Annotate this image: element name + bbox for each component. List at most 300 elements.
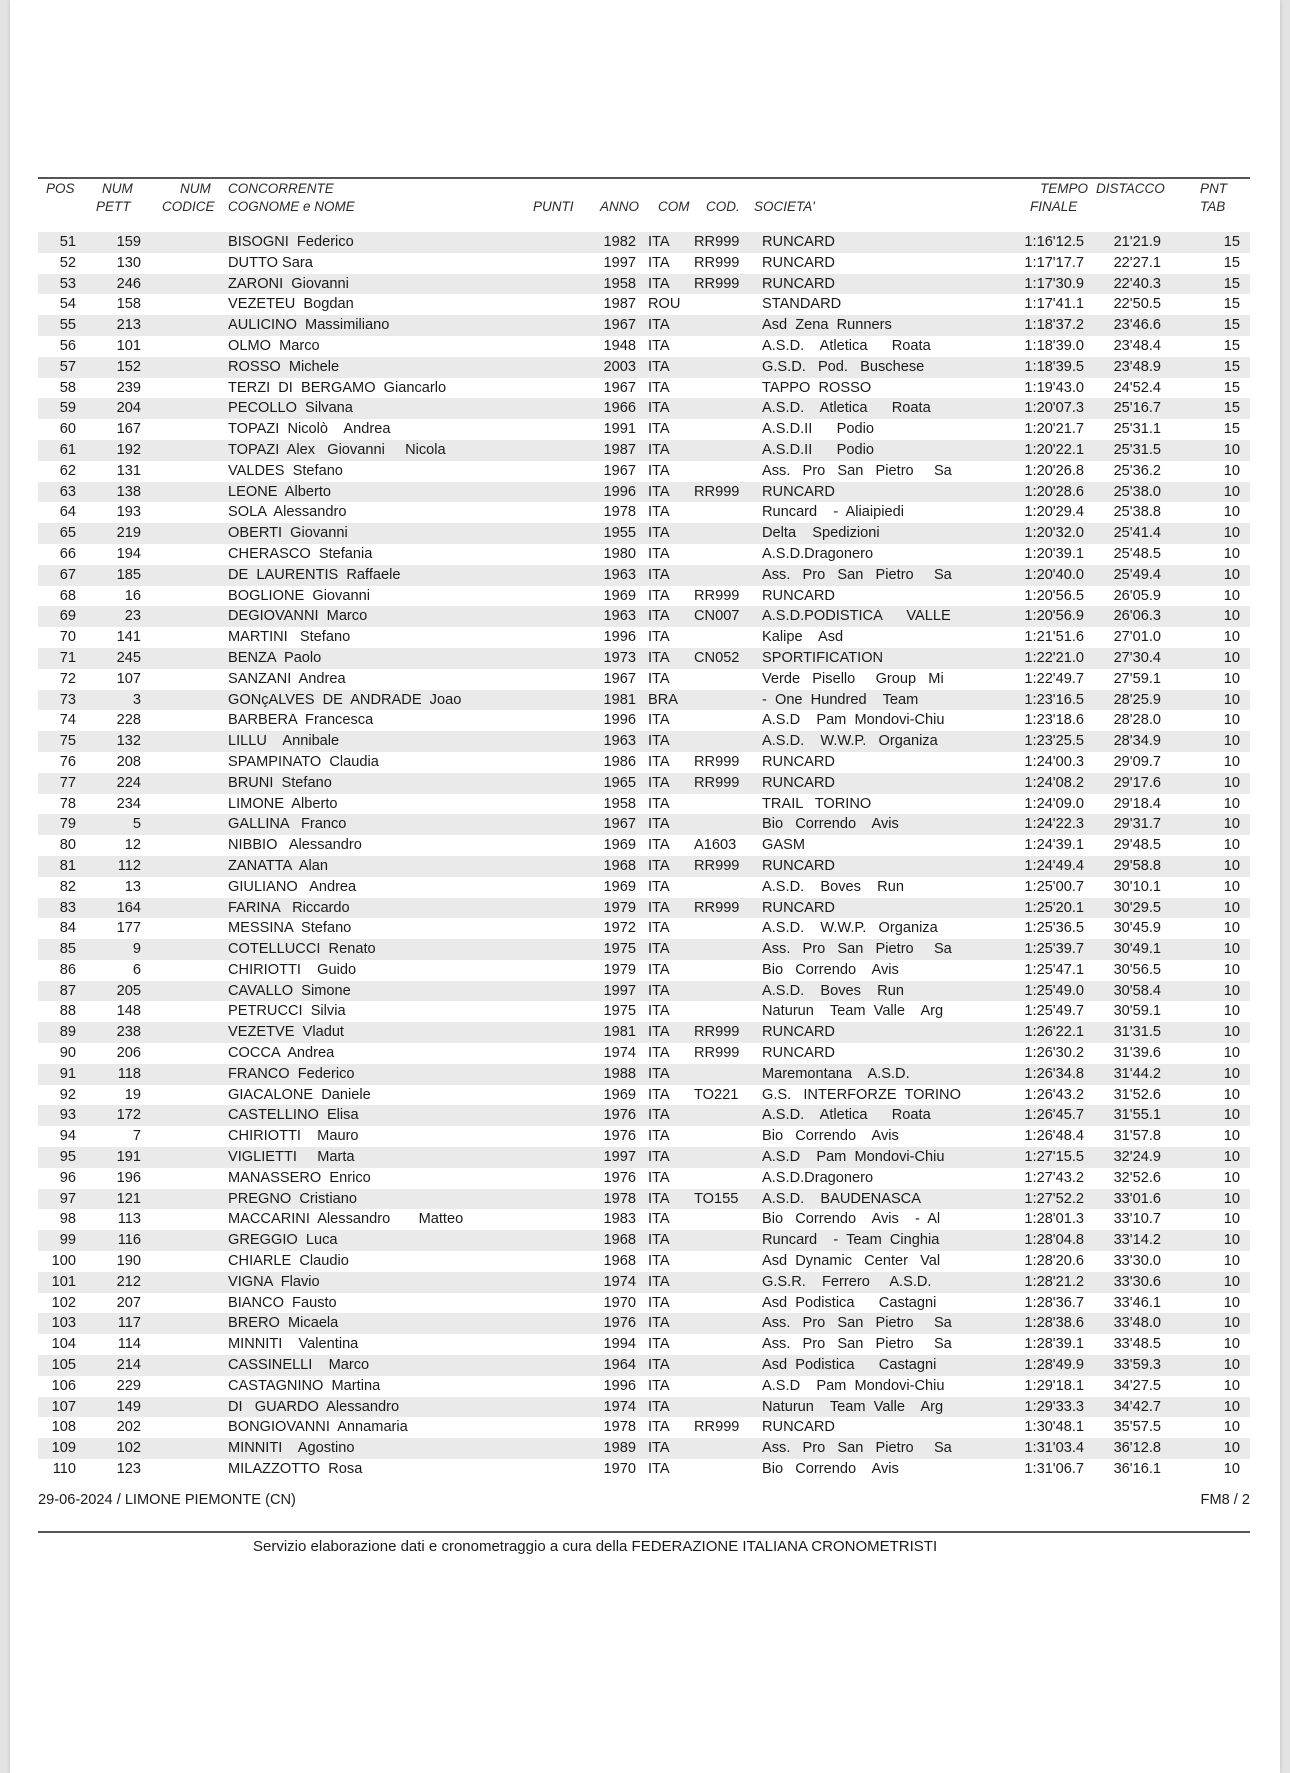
cell-com: ITA bbox=[648, 733, 670, 750]
cell-distacco: 29'09.7 bbox=[1113, 753, 1161, 770]
cell-pos: 58 bbox=[59, 379, 76, 396]
cell-pos: 70 bbox=[59, 629, 76, 646]
cell-pett: 202 bbox=[116, 1419, 141, 1436]
cell-distacco: 22'40.3 bbox=[1113, 275, 1161, 292]
cell-anno: 1996 bbox=[603, 629, 636, 646]
cell-societa: A.S.D. W.W.P. Organiza bbox=[762, 920, 938, 937]
cell-anno: 1955 bbox=[603, 525, 636, 542]
cell-pnt: 15 bbox=[1223, 358, 1240, 375]
table-row bbox=[38, 378, 1250, 399]
cell-tempo: 1:20'28.6 bbox=[1024, 483, 1084, 500]
cell-societa: RUNCARD bbox=[762, 1045, 835, 1062]
cell-pos: 91 bbox=[59, 1065, 76, 1082]
cell-tempo: 1:25'47.1 bbox=[1024, 961, 1084, 978]
cell-pett: 239 bbox=[116, 379, 141, 396]
table-row bbox=[38, 253, 1250, 274]
cell-name: VIGNA Flavio bbox=[228, 1273, 320, 1290]
cell-pnt: 10 bbox=[1223, 1169, 1240, 1186]
cell-pos: 77 bbox=[59, 774, 76, 791]
cell-cod: RR999 bbox=[694, 275, 740, 292]
table-row bbox=[38, 1293, 1250, 1314]
cell-societa: A.S.D.PODISTICA VALLE bbox=[762, 608, 951, 625]
cell-name: CHIARLE Claudio bbox=[228, 1253, 349, 1270]
cell-name: MILAZZOTTO Rosa bbox=[228, 1461, 363, 1478]
cell-distacco: 33'14.2 bbox=[1113, 1232, 1161, 1249]
cell-distacco: 23'46.6 bbox=[1113, 317, 1161, 334]
cell-pnt: 10 bbox=[1223, 1149, 1240, 1166]
cell-societa: A.S.D.II Podio bbox=[762, 441, 874, 458]
cell-anno: 1983 bbox=[603, 1211, 636, 1228]
cell-anno: 1996 bbox=[603, 483, 636, 500]
cell-pos: 67 bbox=[59, 566, 76, 583]
cell-distacco: 28'25.9 bbox=[1113, 691, 1161, 708]
cell-pnt: 10 bbox=[1223, 1086, 1240, 1103]
cell-pnt: 10 bbox=[1223, 712, 1240, 729]
cell-pnt: 10 bbox=[1223, 629, 1240, 646]
cell-name: DUTTO Sara bbox=[228, 254, 313, 271]
cell-societa: GASM bbox=[762, 837, 805, 854]
cell-com: ITA bbox=[648, 1045, 670, 1062]
cell-pett: 149 bbox=[116, 1398, 141, 1415]
table-row bbox=[38, 1105, 1250, 1126]
cell-societa: Ass. Pro San Pietro Sa bbox=[762, 941, 952, 958]
cell-cod: RR999 bbox=[694, 254, 740, 271]
cell-com: ITA bbox=[648, 441, 670, 458]
cell-distacco: 26'05.9 bbox=[1113, 587, 1161, 604]
cell-societa: A.S.D. BAUDENASCA bbox=[762, 1190, 921, 1207]
cell-societa: Delta Spedizioni bbox=[762, 525, 880, 542]
cell-anno: 1974 bbox=[603, 1045, 636, 1062]
cell-distacco: 26'06.3 bbox=[1113, 608, 1161, 625]
cell-name: GONçALVES DE ANDRADE Joao bbox=[228, 691, 462, 708]
cell-distacco: 28'34.9 bbox=[1113, 733, 1161, 750]
cell-pnt: 10 bbox=[1223, 608, 1240, 625]
cell-societa: RUNCARD bbox=[762, 899, 835, 916]
cell-anno: 1997 bbox=[603, 1149, 636, 1166]
footer-date-location: 29-06-2024 / LIMONE PIEMONTE (CN) bbox=[38, 1492, 296, 1508]
cell-anno: 1997 bbox=[603, 982, 636, 999]
cell-societa: A.S.D.II Podio bbox=[762, 421, 874, 438]
cell-tempo: 1:20'56.9 bbox=[1024, 608, 1084, 625]
cell-distacco: 29'18.4 bbox=[1113, 795, 1161, 812]
cell-name: FARINA Riccardo bbox=[228, 899, 350, 916]
cell-pett: 177 bbox=[116, 920, 141, 937]
cell-pnt: 10 bbox=[1223, 691, 1240, 708]
footer-credit: Servizio elaborazione dati e cronometraggio a cura della FEDERAZIONE ITALIANA CRONOMETRISTI bbox=[253, 1538, 938, 1555]
cell-com: ITA bbox=[648, 1024, 670, 1041]
footer-page-code: FM8 / 2 bbox=[1200, 1492, 1250, 1508]
cell-pos: 71 bbox=[59, 649, 76, 666]
cell-com: ITA bbox=[648, 1190, 670, 1207]
table-row bbox=[38, 794, 1250, 815]
cell-anno: 1969 bbox=[603, 587, 636, 604]
header-societa: SOCIETA' bbox=[754, 199, 815, 214]
cell-anno: 1963 bbox=[603, 566, 636, 583]
cell-societa: Bio Correndo Avis - Al bbox=[762, 1211, 941, 1228]
cell-anno: 1982 bbox=[603, 234, 636, 250]
header-punti: PUNTI bbox=[533, 199, 574, 214]
cell-anno: 1965 bbox=[603, 774, 636, 791]
cell-pnt: 10 bbox=[1223, 1024, 1240, 1041]
cell-com: ITA bbox=[648, 1169, 670, 1186]
cell-anno: 1969 bbox=[603, 878, 636, 895]
cell-societa: A.S.D. Atletica Roata bbox=[762, 1107, 931, 1124]
cell-anno: 1968 bbox=[603, 1253, 636, 1270]
cell-anno: 1978 bbox=[603, 1190, 636, 1207]
cell-name: SANZANI Andrea bbox=[228, 670, 346, 687]
cell-pett: 246 bbox=[116, 275, 141, 292]
header-concorrente: CONCORRENTE bbox=[228, 181, 334, 196]
cell-pos: 84 bbox=[59, 920, 76, 937]
cell-pett: 116 bbox=[117, 1232, 141, 1249]
table-row bbox=[38, 1126, 1250, 1147]
cell-distacco: 29'58.8 bbox=[1113, 857, 1161, 874]
header-pos: POS bbox=[46, 181, 75, 196]
cell-pett: 123 bbox=[116, 1461, 141, 1478]
cell-pos: 80 bbox=[59, 837, 76, 854]
cell-pos: 95 bbox=[59, 1149, 76, 1166]
cell-name: CASTAGNINO Martina bbox=[228, 1377, 381, 1394]
table-row bbox=[38, 773, 1250, 794]
cell-distacco: 31'31.5 bbox=[1113, 1024, 1161, 1041]
cell-societa: A.S.D Pam Mondovi-Chiu bbox=[762, 1377, 945, 1394]
cell-name: CASSINELLI Marco bbox=[228, 1357, 370, 1374]
cell-tempo: 1:24'22.3 bbox=[1024, 816, 1084, 833]
cell-anno: 1967 bbox=[603, 317, 636, 334]
cell-pett: 193 bbox=[116, 504, 141, 521]
cell-pett: 214 bbox=[116, 1357, 141, 1374]
cell-distacco: 25'16.7 bbox=[1113, 400, 1161, 417]
cell-name: AULICINO Massimiliano bbox=[228, 317, 390, 334]
cell-pnt: 10 bbox=[1223, 441, 1240, 458]
cell-pnt: 10 bbox=[1223, 1461, 1240, 1478]
cell-tempo: 1:24'49.4 bbox=[1024, 857, 1084, 874]
cell-distacco: 29'48.5 bbox=[1113, 837, 1161, 854]
cell-distacco: 25'38.0 bbox=[1113, 483, 1161, 500]
header-num2-top: NUM bbox=[180, 181, 211, 196]
table-row bbox=[38, 1313, 1250, 1334]
results-table bbox=[38, 232, 1250, 1480]
cell-pett: 114 bbox=[117, 1336, 141, 1353]
cell-name: CAVALLO Simone bbox=[228, 982, 351, 999]
cell-com: ITA bbox=[648, 1419, 670, 1436]
cell-com: ITA bbox=[648, 234, 670, 250]
cell-pnt: 10 bbox=[1223, 1336, 1240, 1353]
cell-pett: 219 bbox=[116, 525, 141, 542]
cell-cod: RR999 bbox=[694, 483, 740, 500]
header-cod: COD. bbox=[706, 199, 740, 214]
cell-anno: 1976 bbox=[603, 1128, 636, 1145]
cell-cod: TO155 bbox=[694, 1190, 739, 1207]
cell-pos: 92 bbox=[59, 1086, 76, 1103]
cell-distacco: 29'17.6 bbox=[1113, 774, 1161, 791]
cell-pos: 73 bbox=[59, 691, 76, 708]
cell-societa: Bio Correndo Avis bbox=[762, 1128, 899, 1145]
cell-anno: 1989 bbox=[603, 1440, 636, 1457]
cell-pett: 118 bbox=[117, 1065, 141, 1082]
cell-societa: A.S.D. Atletica Roata bbox=[762, 337, 931, 354]
cell-societa: Bio Correndo Avis bbox=[762, 1461, 899, 1478]
table-row bbox=[38, 1064, 1250, 1085]
table-row bbox=[38, 814, 1250, 835]
cell-societa: G.S.R. Ferrero A.S.D. bbox=[762, 1273, 932, 1290]
cell-distacco: 30'45.9 bbox=[1113, 920, 1161, 937]
cell-anno: 1948 bbox=[603, 337, 636, 354]
table-row bbox=[38, 669, 1250, 690]
cell-pnt: 10 bbox=[1223, 1315, 1240, 1332]
cell-pos: 88 bbox=[59, 1003, 76, 1020]
cell-societa: G.S.D. Pod. Buschese bbox=[762, 358, 925, 375]
cell-tempo: 1:20'07.3 bbox=[1024, 400, 1084, 417]
cell-pnt: 15 bbox=[1223, 275, 1240, 292]
cell-tempo: 1:17'17.7 bbox=[1024, 254, 1084, 271]
cell-tempo: 1:22'49.7 bbox=[1024, 670, 1084, 687]
cell-societa: Runcard - Aliaipiedi bbox=[762, 504, 904, 521]
cell-anno: 1969 bbox=[603, 1086, 636, 1103]
cell-pnt: 10 bbox=[1223, 816, 1240, 833]
header-anno: ANNO bbox=[600, 199, 640, 214]
cell-name: BONGIOVANNI Annamaria bbox=[228, 1419, 408, 1436]
cell-societa: Kalipe Asd bbox=[762, 629, 844, 646]
cell-societa: A.S.D.Dragonero bbox=[762, 1169, 874, 1186]
cell-tempo: 1:25'49.7 bbox=[1024, 1003, 1084, 1020]
table-row bbox=[38, 648, 1250, 669]
cell-pos: 109 bbox=[51, 1440, 76, 1457]
cell-distacco: 33'10.7 bbox=[1113, 1211, 1161, 1228]
cell-com: ITA bbox=[648, 1065, 670, 1082]
header-num-codice: CODICE bbox=[162, 199, 215, 214]
cell-anno: 1988 bbox=[603, 1065, 636, 1082]
cell-anno: 1978 bbox=[603, 504, 636, 521]
cell-tempo: 1:23'25.5 bbox=[1024, 733, 1084, 750]
table-row bbox=[38, 877, 1250, 898]
cell-societa: Verde Pisello Group Mi bbox=[762, 670, 944, 687]
cell-pnt: 10 bbox=[1223, 566, 1240, 583]
cell-name: FRANCO Federico bbox=[228, 1065, 355, 1082]
cell-pos: 97 bbox=[59, 1190, 76, 1207]
cell-anno: 1976 bbox=[603, 1169, 636, 1186]
cell-distacco: 23'48.9 bbox=[1113, 358, 1161, 375]
cell-pett: 205 bbox=[116, 982, 141, 999]
cell-pos: 76 bbox=[59, 753, 76, 770]
cell-pnt: 10 bbox=[1223, 1377, 1240, 1394]
cell-name: BRUNI Stefano bbox=[228, 774, 332, 791]
cell-anno: 1991 bbox=[603, 421, 636, 438]
cell-name: MESSINA Stefano bbox=[228, 920, 352, 937]
cell-anno: 1976 bbox=[603, 1107, 636, 1124]
cell-societa: A.S.D.Dragonero bbox=[762, 545, 874, 562]
table-row bbox=[38, 315, 1250, 336]
cell-cod: CN007 bbox=[694, 608, 740, 625]
cell-tempo: 1:28'49.9 bbox=[1024, 1357, 1084, 1374]
cell-anno: 1969 bbox=[603, 837, 636, 854]
cell-pos: 103 bbox=[51, 1315, 76, 1332]
cell-tempo: 1:23'18.6 bbox=[1024, 712, 1084, 729]
cell-pos: 107 bbox=[51, 1398, 76, 1415]
cell-anno: 1978 bbox=[603, 1419, 636, 1436]
cell-name: COTELLUCCI Renato bbox=[228, 941, 376, 958]
cell-pnt: 10 bbox=[1223, 795, 1240, 812]
table-row bbox=[38, 544, 1250, 565]
table-row bbox=[38, 357, 1250, 378]
cell-pos: 87 bbox=[59, 982, 76, 999]
cell-pett: 213 bbox=[116, 317, 141, 334]
cell-pos: 60 bbox=[59, 421, 76, 438]
cell-com: ITA bbox=[648, 504, 670, 521]
cell-distacco: 27'30.4 bbox=[1113, 649, 1161, 666]
cell-name: DEGIOVANNI Marco bbox=[228, 608, 368, 625]
cell-pnt: 10 bbox=[1223, 837, 1240, 854]
cell-tempo: 1:26'34.8 bbox=[1024, 1065, 1084, 1082]
table-row bbox=[38, 1438, 1250, 1459]
cell-pnt: 15 bbox=[1223, 337, 1240, 354]
cell-distacco: 30'58.4 bbox=[1113, 982, 1161, 999]
cell-pos: 99 bbox=[59, 1232, 76, 1249]
cell-name: OLMO Marco bbox=[228, 337, 320, 354]
cell-pett: 224 bbox=[116, 774, 141, 791]
table-row bbox=[38, 939, 1250, 960]
cell-pnt: 10 bbox=[1223, 774, 1240, 791]
cell-pnt: 10 bbox=[1223, 504, 1240, 521]
cell-com: ITA bbox=[648, 566, 670, 583]
table-row bbox=[38, 1001, 1250, 1022]
cell-pnt: 15 bbox=[1223, 296, 1240, 313]
cell-distacco: 30'59.1 bbox=[1113, 1003, 1161, 1020]
cell-tempo: 1:20'39.1 bbox=[1024, 545, 1084, 562]
cell-pnt: 10 bbox=[1223, 1107, 1240, 1124]
cell-cod: RR999 bbox=[694, 1419, 740, 1436]
cell-tempo: 1:18'37.2 bbox=[1024, 317, 1084, 334]
cell-societa: RUNCARD bbox=[762, 234, 835, 250]
cell-distacco: 30'29.5 bbox=[1113, 899, 1161, 916]
cell-pnt: 10 bbox=[1223, 1357, 1240, 1374]
cell-anno: 1972 bbox=[603, 920, 636, 937]
cell-com: ITA bbox=[648, 525, 670, 542]
cell-pos: 61 bbox=[59, 441, 76, 458]
cell-com: ITA bbox=[648, 1461, 670, 1478]
table-row bbox=[38, 398, 1250, 419]
cell-com: ITA bbox=[648, 1232, 670, 1249]
cell-pnt: 15 bbox=[1223, 234, 1240, 250]
cell-com: ITA bbox=[648, 483, 670, 500]
cell-pnt: 15 bbox=[1223, 379, 1240, 396]
cell-anno: 1987 bbox=[603, 441, 636, 458]
cell-distacco: 25'48.5 bbox=[1113, 545, 1161, 562]
cell-pnt: 10 bbox=[1223, 878, 1240, 895]
cell-tempo: 1:18'39.0 bbox=[1024, 337, 1084, 354]
table-row bbox=[38, 1417, 1250, 1438]
cell-com: ITA bbox=[648, 400, 670, 417]
cell-pos: 78 bbox=[59, 795, 76, 812]
cell-pnt: 10 bbox=[1223, 1190, 1240, 1207]
cell-pnt: 10 bbox=[1223, 753, 1240, 770]
cell-societa: RUNCARD bbox=[762, 275, 835, 292]
cell-pett: 234 bbox=[116, 795, 141, 812]
cell-tempo: 1:28'38.6 bbox=[1024, 1315, 1084, 1332]
header-cognome-nome: COGNOME e NOME bbox=[228, 199, 355, 214]
results-page bbox=[10, 0, 1280, 1773]
cell-pnt: 10 bbox=[1223, 920, 1240, 937]
cell-name: TOPAZI Nicolò Andrea bbox=[228, 421, 391, 438]
cell-name: PECOLLO Silvana bbox=[228, 400, 353, 417]
cell-distacco: 30'10.1 bbox=[1113, 878, 1161, 895]
cell-pett: 212 bbox=[116, 1273, 141, 1290]
cell-tempo: 1:29'18.1 bbox=[1024, 1377, 1084, 1394]
cell-com: ITA bbox=[648, 1357, 670, 1374]
cell-tempo: 1:22'21.0 bbox=[1024, 649, 1084, 666]
cell-com: ITA bbox=[648, 837, 670, 854]
cell-societa: Ass. Pro San Pietro Sa bbox=[762, 1336, 952, 1353]
cell-anno: 1958 bbox=[603, 275, 636, 292]
cell-tempo: 1:20'29.4 bbox=[1024, 504, 1084, 521]
cell-name: VEZETVE Vladut bbox=[228, 1024, 344, 1041]
cell-anno: 1980 bbox=[603, 545, 636, 562]
cell-pett: 107 bbox=[116, 670, 141, 687]
table-row bbox=[38, 1376, 1250, 1397]
cell-pnt: 10 bbox=[1223, 1232, 1240, 1249]
cell-pnt: 10 bbox=[1223, 941, 1240, 958]
cell-pnt: 10 bbox=[1223, 857, 1240, 874]
cell-anno: 1996 bbox=[603, 1377, 636, 1394]
cell-pett: 3 bbox=[132, 691, 141, 708]
cell-pnt: 10 bbox=[1223, 1128, 1240, 1145]
table-row bbox=[38, 606, 1250, 627]
cell-societa: A.S.D Pam Mondovi-Chiu bbox=[762, 1149, 945, 1166]
cell-societa: Ass. Pro San Pietro Sa bbox=[762, 462, 952, 479]
cell-com: ITA bbox=[648, 275, 670, 292]
cell-pos: 72 bbox=[59, 670, 76, 687]
cell-anno: 1981 bbox=[603, 1024, 636, 1041]
cell-distacco: 30'49.1 bbox=[1113, 941, 1161, 958]
cell-tempo: 1:17'30.9 bbox=[1024, 275, 1084, 292]
cell-societa: G.S. INTERFORZE TORINO bbox=[762, 1086, 961, 1103]
cell-pett: 206 bbox=[116, 1045, 141, 1062]
table-row bbox=[38, 1022, 1250, 1043]
cell-pett: 238 bbox=[116, 1024, 141, 1041]
cell-societa: Asd Dynamic Center Val bbox=[762, 1253, 941, 1270]
cell-com: ITA bbox=[648, 961, 670, 978]
cell-distacco: 33'48.0 bbox=[1113, 1315, 1161, 1332]
cell-com: ITA bbox=[648, 254, 670, 271]
cell-societa: Ass. Pro San Pietro Sa bbox=[762, 1440, 952, 1457]
cell-societa: RUNCARD bbox=[762, 1024, 835, 1041]
cell-cod: RR999 bbox=[694, 857, 740, 874]
cell-pos: 56 bbox=[59, 337, 76, 354]
cell-name: VIGLIETTI Marta bbox=[228, 1149, 355, 1166]
cell-societa: Maremontana A.S.D. bbox=[762, 1065, 910, 1082]
cell-name: MACCARINI Alessandro Matteo bbox=[228, 1211, 464, 1228]
cell-pnt: 10 bbox=[1223, 733, 1240, 750]
table-row bbox=[38, 1397, 1250, 1418]
cell-anno: 1963 bbox=[603, 608, 636, 625]
cell-societa: STANDARD bbox=[762, 296, 842, 313]
cell-com: ITA bbox=[648, 1315, 670, 1332]
cell-tempo: 1:24'00.3 bbox=[1024, 753, 1084, 770]
cell-societa: RUNCARD bbox=[762, 774, 835, 791]
cell-name: MARTINI Stefano bbox=[228, 629, 351, 646]
cell-pnt: 10 bbox=[1223, 982, 1240, 999]
header-pnt-top: PNT bbox=[1200, 181, 1227, 196]
cell-name: ROSSO Michele bbox=[228, 358, 340, 375]
cell-name: LEONE Alberto bbox=[228, 483, 332, 500]
cell-pett: 9 bbox=[132, 941, 141, 958]
cell-societa: RUNCARD bbox=[762, 483, 835, 500]
cell-cod: RR999 bbox=[694, 234, 740, 250]
cell-distacco: 33'48.5 bbox=[1113, 1336, 1161, 1353]
cell-anno: 1964 bbox=[603, 1357, 636, 1374]
cell-societa: A.S.D Pam Mondovi-Chiu bbox=[762, 712, 945, 729]
cell-pos: 101 bbox=[51, 1273, 76, 1290]
